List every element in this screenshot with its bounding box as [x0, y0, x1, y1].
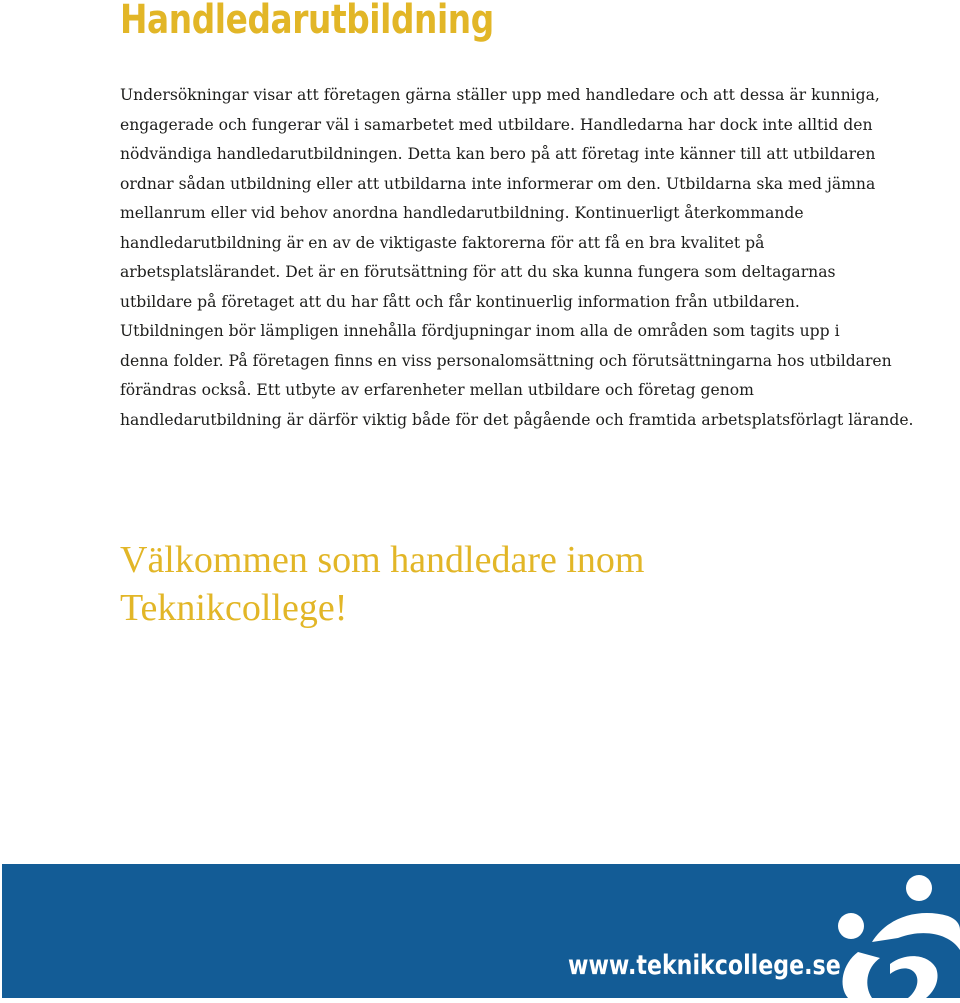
welcome-line: Välkommen som handledare inom	[120, 539, 645, 581]
website-link[interactable]: www.teknikcollege.se	[568, 950, 841, 981]
body-line: utbildare på företaget att du har fått och får kontinuerlig information från utbildaren.	[120, 292, 800, 311]
page-title: Handledarutbildning	[120, 0, 494, 43]
body-line: handledarutbildning är en av de viktigaste faktorerna för att få en bra kvalitet på	[120, 233, 765, 252]
body-line: denna folder. På företagen finns en viss personalomsättning och förutsättningarna hos utbildaren	[120, 351, 892, 370]
body-line: engagerade och fungerar väl i samarbetet med utbildare. Handledarna har dock inte alltid den	[120, 115, 873, 134]
welcome-line: Teknikcollege!	[120, 587, 348, 629]
body-line: nödvändiga handledarutbildningen. Detta kan bero på att företag inte känner till att utbildaren	[120, 145, 876, 163]
body-line: förändras också. Ett utbyte av erfarenheter mellan utbildare och företag genom	[120, 381, 754, 399]
body-line: ordnar sådan utbildning eller att utbildarna inte informerar om den. Utbildarna ska med jämna	[120, 174, 876, 193]
welcome-heading	[120, 536, 645, 632]
body-line: arbetsplatslärandet. Det är en förutsättning för att du ska kunna fungera som deltagarnas	[120, 263, 836, 281]
body-line: Utbildningen bör lämpligen innehålla fördjupningar inom alla de områden som tagits upp i	[120, 322, 840, 340]
body-line: mellanrum eller vid behov anordna handledarutbildning. Kontinuerligt återkommande	[120, 204, 804, 222]
body-line: Undersökningar visar att företagen gärna ställer upp med handledare och att dessa är kunniga,	[120, 86, 880, 104]
body-paragraph	[120, 81, 914, 435]
footer-band	[2, 864, 960, 998]
teknikcollege-logo-icon	[828, 864, 960, 998]
body-line: handledarutbildning är därför viktig både för det pågående och framtida arbetsplatsförlagt lärande.	[120, 410, 914, 429]
